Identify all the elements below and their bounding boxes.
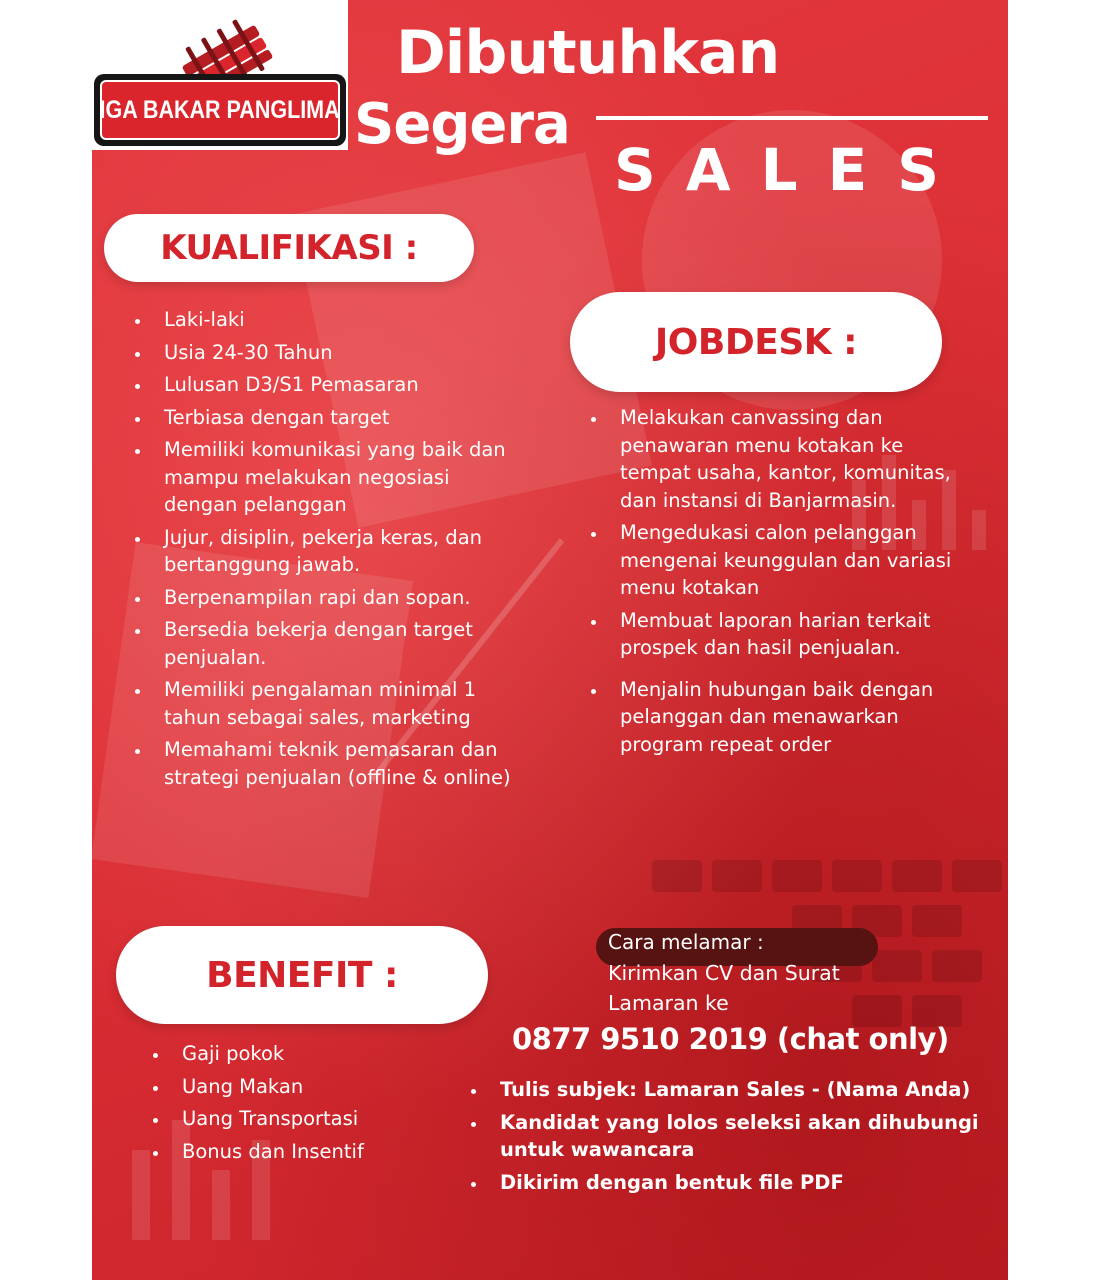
headline-divider: [596, 116, 988, 120]
cara-melamar-text: Kirimkan CV dan Surat Lamaran ke: [608, 961, 840, 1015]
benefit-title: BENEFIT :: [206, 954, 398, 996]
contact-phone: 0877 9510 2019 (chat only): [512, 1022, 949, 1056]
list-item: • Usia 24-30 Tahun: [152, 339, 512, 367]
jobdesk-heading: [570, 292, 942, 392]
list-item: • Jujur, disiplin, pekerja keras, dan bertanggung jawab.: [152, 524, 512, 579]
kualifikasi-list: [128, 306, 512, 796]
list-item: • Uang Makan: [170, 1073, 470, 1101]
list-item: • Bonus dan Insentif: [170, 1138, 470, 1166]
jobdesk-list: [584, 404, 978, 763]
list-item: • Berpenampilan rapi dan sopan.: [152, 584, 512, 612]
benefit-list: [146, 1040, 470, 1170]
list-item: • Lulusan D3/S1 Pemasaran: [152, 371, 512, 399]
list-item: • Dikirim dengan bentuk file PDF: [488, 1169, 1008, 1197]
kualifikasi-title: KUALIFIKASI :: [160, 228, 418, 268]
benefit-heading: [116, 926, 488, 1024]
job-poster: [92, 0, 1008, 1280]
list-item: • Kandidat yang lolos seleksi akan dihubungi untuk wawancara: [488, 1109, 1008, 1164]
position-title: SALES: [614, 136, 970, 204]
list-item: • Uang Transportasi: [170, 1105, 470, 1133]
logo-badge: [94, 74, 346, 146]
list-item: • Tulis subjek: Lamaran Sales - (Nama Anda): [488, 1076, 1008, 1104]
list-item: • Memahami teknik pemasaran dan strategi penjualan (offline & online): [152, 736, 512, 791]
cara-melamar-list: [464, 1076, 1008, 1201]
list-item: • Terbiasa dengan target: [152, 404, 512, 432]
list-item: • Membuat laporan harian terkait prospek dan hasil penjualan.: [608, 607, 978, 662]
list-item: • Laki-laki: [152, 306, 512, 334]
list-item: • Bersedia bekerja dengan target penjualan.: [152, 616, 512, 671]
cara-melamar-title: Cara melamar :: [608, 930, 764, 954]
list-item: • Memiliki pengalaman minimal 1 tahun sebagai sales, marketing: [152, 676, 512, 731]
headline-dibutuhkan: Dibutuhkan: [396, 18, 780, 88]
logo-inner: [100, 80, 340, 140]
headline-segera: Segera: [354, 92, 570, 157]
kualifikasi-heading: [104, 214, 474, 282]
list-item: • Memiliki komunikasi yang baik dan mampu melakukan negosiasi dengan pelanggan: [152, 436, 512, 519]
brand-logo: [94, 20, 346, 148]
list-item: • Melakukan canvassing dan penawaran menu kotakan ke tempat usaha, kantor, komunitas, dan instansi di Banjarmasin.: [608, 404, 978, 514]
list-item: • Menjalin hubungan baik dengan pelanggan dan menawarkan program repeat order: [608, 676, 978, 759]
jobdesk-title: JOBDESK :: [654, 321, 858, 363]
logo-text: IGA BAKAR PANGLIMA: [99, 95, 341, 124]
list-item: • Mengedukasi calon pelanggan mengenai keunggulan dan variasi menu kotakan: [608, 519, 978, 602]
list-item: • Gaji pokok: [170, 1040, 470, 1068]
